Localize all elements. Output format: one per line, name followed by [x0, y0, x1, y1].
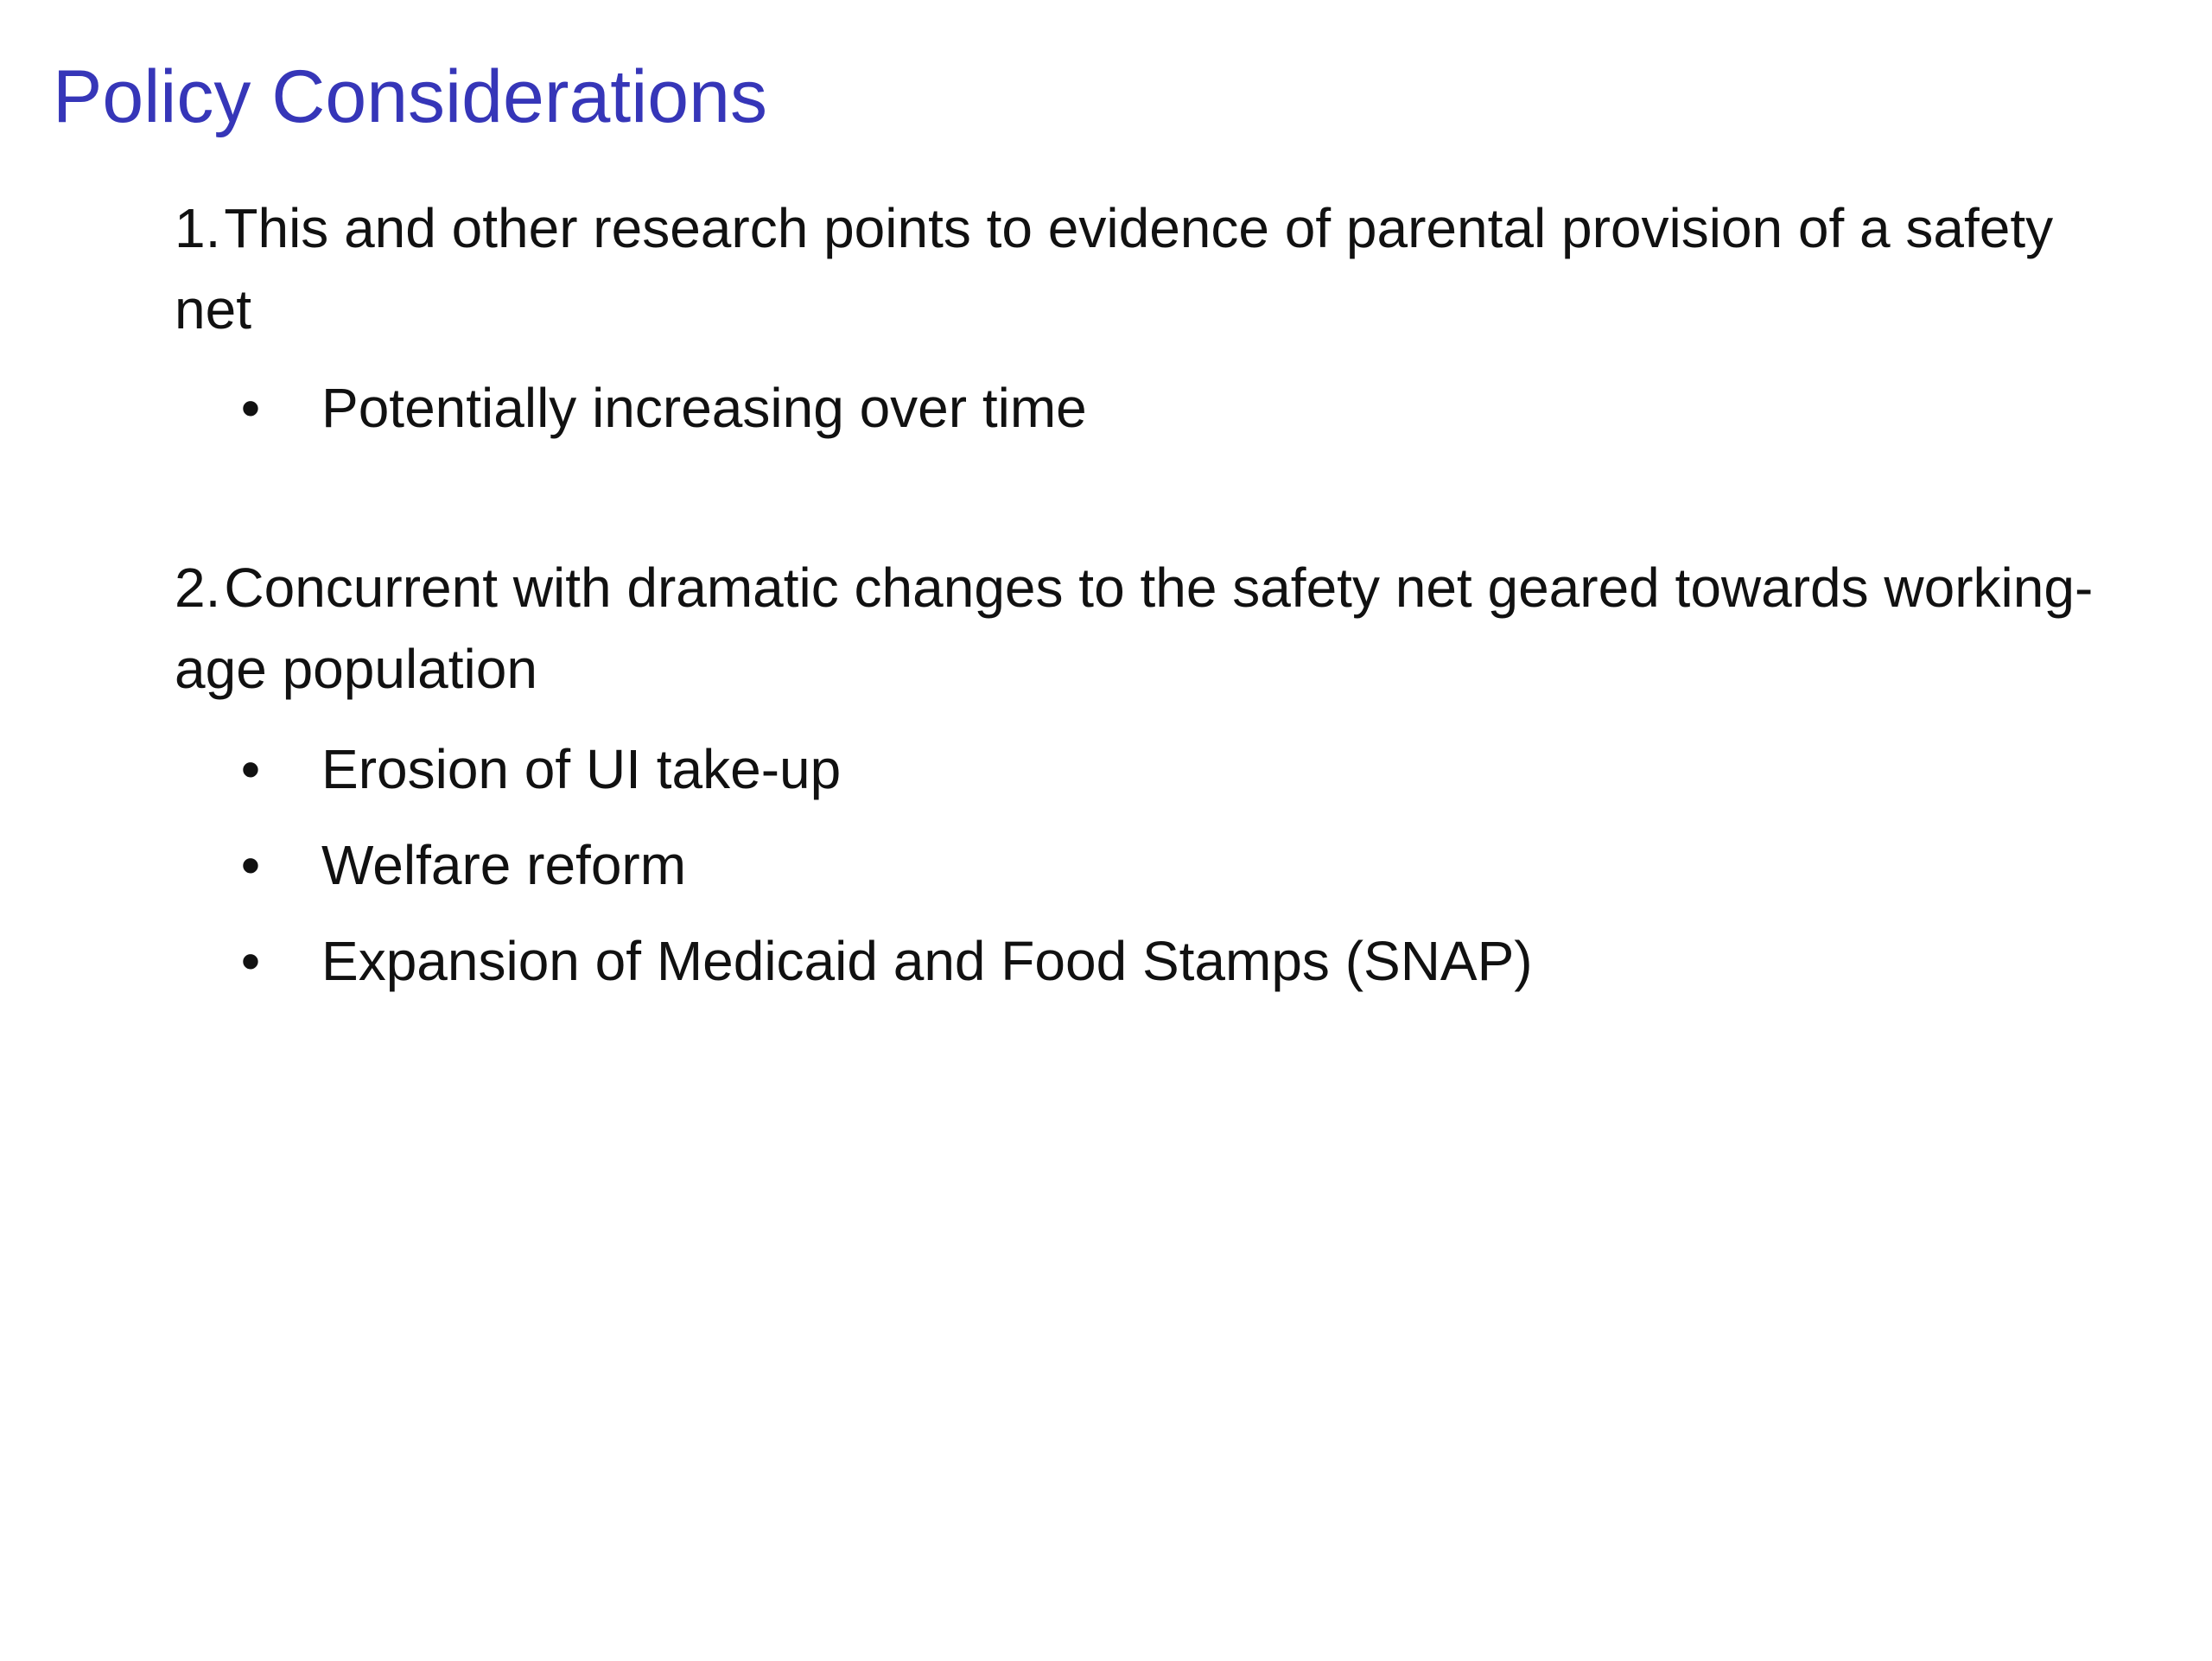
point-text: Concurrent with dramatic changes to the safety net geared towards working-age population [175, 557, 2094, 700]
bullet-item [233, 729, 1533, 824]
bullet-item [233, 920, 1533, 1016]
bullet-text: Expansion of Medicaid and Food Stamps (SNAP) [321, 930, 1533, 992]
bullet-item [233, 824, 1533, 920]
bullet-dot-icon: • [240, 834, 261, 896]
bullet-dot-icon: • [240, 738, 261, 800]
bullet-item [233, 367, 1087, 463]
bullet-text: Erosion of UI take-up [321, 738, 842, 800]
point-text: This and other research points to evidence of parental provision of a safety net [175, 197, 2054, 340]
point-number: 1. [175, 197, 221, 259]
numbered-point-1 [175, 188, 2145, 350]
numbered-point-2 [175, 547, 2145, 710]
sub-bullet-list-2 [233, 729, 1533, 1016]
sub-bullet-list-1 [233, 367, 1087, 463]
point-number: 2. [175, 557, 221, 619]
slide-title: Policy Considerations [53, 55, 767, 138]
bullet-dot-icon: • [240, 377, 261, 439]
bullet-text: Welfare reform [321, 834, 687, 896]
bullet-dot-icon: • [240, 930, 261, 992]
bullet-text: Potentially increasing over time [321, 377, 1087, 439]
